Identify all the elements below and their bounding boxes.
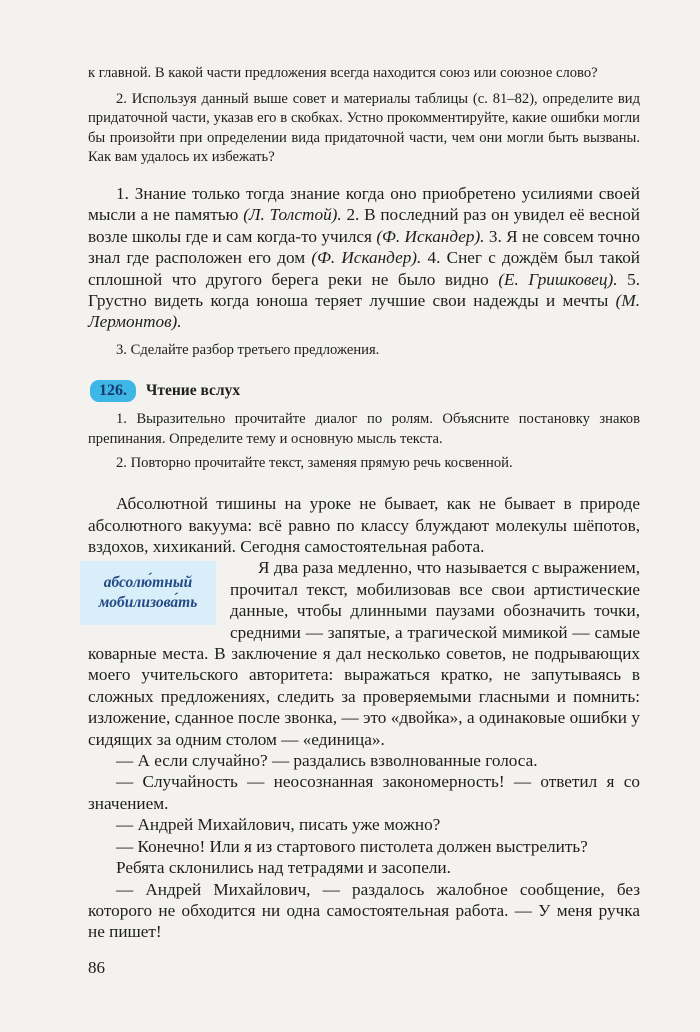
vocabulary-box <box>80 561 216 625</box>
sentence-1-text: 1. Знание только тогда знание когда оно приобретено усилиями своей мысли а не памятью <box>88 183 640 225</box>
sentence-5-author: (М. Лермонтов). <box>88 291 640 332</box>
sentence-3-text: 3. Я не совсем точно знал где расположен его дом <box>88 226 640 268</box>
example-sentences <box>88 183 640 333</box>
dialogue-line-4: — Конечно! Или я из стартового пистолета должен выстрелить? <box>116 836 588 856</box>
dialogue-line-2: — Случайность — неосознанная закономерность! — ответил я со значением. <box>88 772 640 813</box>
exercise-number-badge: 126. <box>90 380 136 402</box>
dialogue-line-6: — Андрей Михайлович, — раздалось жалобное сообщение, без которого не обходится ни одна самостоятельная работа. — У меня ручка не пишет! <box>88 879 640 942</box>
page-content <box>88 64 640 943</box>
exercise-task-2: 2. Повторно прочитайте текст, заменяя прямую речь косвенной. <box>116 454 513 471</box>
story-intro: Абсолютной тишины на уроке не бывает, как не бывает в природе абсолютного вакуума: всё равно по классу блуждают молекулы шёпотов, вздохов, хихиканий. Сегодня самостоятельная работа. <box>88 494 640 556</box>
sentence-2-text: 2. В последний раз он увидел её весной возле школы где и сам когда-то учился <box>88 205 640 246</box>
exercise-header <box>88 380 640 402</box>
page-number: 86 <box>88 958 105 977</box>
exercise-title: Чтение вслух <box>146 382 241 400</box>
story-main-block <box>88 557 640 750</box>
task-3: 3. Сделайте разбор третьего предложения. <box>116 341 380 358</box>
dialogue-line-1: — А если случайно? — раздались взволнованные голоса. <box>116 751 538 771</box>
dialogue-line-3: — Андрей Михайлович, писать уже можно? <box>116 815 441 835</box>
vocab-word-2: мобилизова́ть <box>98 594 198 612</box>
sentence-5-text: 5. Грустно видеть когда юноша теряет лучшие свои надежды и мечты <box>88 269 640 310</box>
sentence-2-author: (Ф. Искандер). <box>376 226 485 246</box>
top-paragraph: к главной. В какой части предложения всегда находится союз или союзное слово? <box>88 65 598 81</box>
sentence-4-text: 4. Снег с дождём был такой сплошной что другого берега реки не было видно <box>88 248 640 289</box>
story-main: Я два раза медленно, что называется с выражением, прочитал текст, мобилизовав все свои артистические данные, чтобы длинными паузами обозначить точки, средними — запятые, а трагической мимикой — самые коварные места. В заключение я дал несколько советов, не подрывающих моего учительского авторитета: выражаться кратко, не запутываясь в сложных предложениях, следить за проверяемыми гласными и помнить: изложение, сданное после звонка, — это «двойка», а одинаковые ошибки у сидящих за одним столом — «единица». <box>88 558 640 749</box>
vocab-word-1: абсолю́тный <box>103 574 193 592</box>
task-2: 2. Используя данный выше совет и материалы таблицы (с. 81–82), определите вид придаточной части, указав его в скобках. Устно прокомментируйте, какие ошибки могли бы произойти при определении вида придаточной части, чем они могли быть вызваны. Как вам удалось их избежать? <box>88 90 640 166</box>
sentence-3-author: (Ф. Искандер). <box>311 248 422 268</box>
dialogue-line-5: Ребята склонились над тетрадями и засопели. <box>116 858 451 878</box>
exercise-task-1: 1. Выразительно прочитайте диалог по ролям. Объясните постановку знаков препинания. Определите тему и основную мысль текста. <box>88 411 640 447</box>
sentence-4-author: (Е. Гришковец). <box>498 269 618 289</box>
sentence-1-author: (Л. Толстой). <box>243 205 342 225</box>
